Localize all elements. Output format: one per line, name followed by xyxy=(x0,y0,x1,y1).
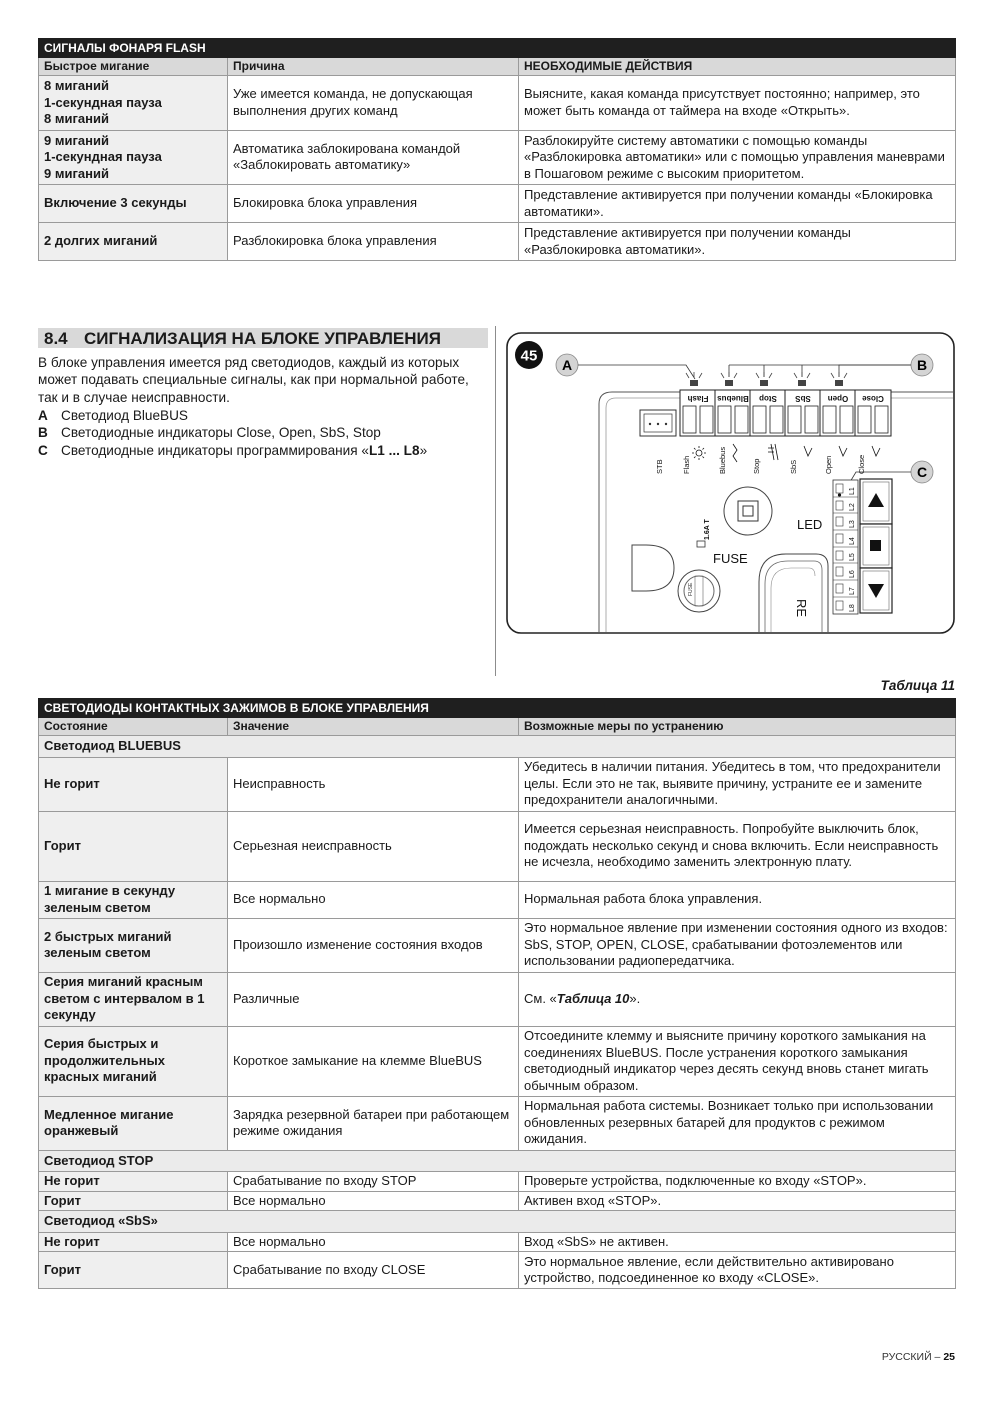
section-heading xyxy=(38,328,488,348)
callout-a xyxy=(556,354,578,376)
page-footer xyxy=(882,1351,955,1363)
control-unit-leds-table xyxy=(38,698,956,1289)
meaning-cell: Произошло изменение состояния входов xyxy=(228,918,519,972)
svg-text:Flash: Flash xyxy=(682,455,691,474)
svg-text:45: 45 xyxy=(520,347,538,365)
table-row xyxy=(39,757,956,811)
meaning-cell: Все нормально xyxy=(228,1191,519,1211)
meaning-cell: Зарядка резервной батареи при работающем режиме ожидания xyxy=(228,1096,519,1150)
terminal-label: Bluebus xyxy=(717,394,749,403)
column-divider xyxy=(495,326,496,676)
action-cell: Представление активируется при получении команды «Разблокировка автоматики». xyxy=(519,223,956,261)
led-l-label: L5 xyxy=(849,553,856,561)
meaning-cell: Срабатывание по входу STOP xyxy=(228,1172,519,1192)
led-l-label: L2 xyxy=(849,503,856,511)
column-header: Значение xyxy=(228,718,519,736)
terminal-label: SbS xyxy=(795,394,811,403)
state-cell: Не горит xyxy=(39,1232,228,1252)
action-cell: Проверьте устройства, подключенные ко входу «STOP». xyxy=(519,1172,956,1192)
led-l-label: L6 xyxy=(849,570,856,578)
footer-language: РУССКИЙ – xyxy=(881,1351,944,1363)
list-text: Светодиод BlueBUS xyxy=(61,408,188,423)
state-cell: Горит xyxy=(39,1191,228,1211)
page-number: 25 xyxy=(943,1351,955,1363)
table-header-row xyxy=(39,718,956,736)
callout-c xyxy=(911,461,933,483)
section-title: СИГНАЛИЗАЦИЯ НА БЛОКЕ УПРАВЛЕНИЯ xyxy=(84,329,441,348)
section-label: Светодиод BLUEBUS xyxy=(39,736,956,758)
list-text-part: Светодиодные индикаторы программирования « xyxy=(61,442,369,458)
section-intro: В блоке управления имеется ряд светодиодов, каждый из которых может подавать специальные сигналы, как при нормальной работе, так и в случае неисправности. xyxy=(38,355,469,405)
led-l-label: L7 xyxy=(849,587,856,595)
column-header: Причина xyxy=(228,58,519,76)
svg-text:Close: Close xyxy=(857,454,866,474)
list-letter: B xyxy=(38,425,48,441)
table-row xyxy=(39,223,956,261)
table-row xyxy=(39,811,956,881)
svg-text:A: A xyxy=(561,357,573,373)
legend-list xyxy=(38,407,427,459)
list-text-part: » xyxy=(419,442,428,458)
terminal-label: Flash xyxy=(687,394,709,403)
cause-cell: Уже имеется команда, не допускающая выполнения других команд xyxy=(228,76,519,131)
svg-text:SbS: SbS xyxy=(789,459,798,474)
state-cell: Горит xyxy=(39,1252,228,1289)
section-number: 8.4 xyxy=(44,329,68,348)
table-header-row xyxy=(39,58,956,76)
action-cell: Это нормальное явление при изменении состояния одного из входов: SbS, STOP, OPEN, CLOSE, срабатывании фотоэлементов или использовании радиопередатчика. xyxy=(519,918,956,972)
section-label: Светодиод «SbS» xyxy=(39,1211,956,1233)
terminal-label: Close xyxy=(862,394,884,403)
table-title: СВЕТОДИОДЫ КОНТАКТНЫХ ЗАЖИМОВ В БЛОКЕ УПРАВЛЕНИЯ xyxy=(39,699,956,718)
fuse-cap-label: FUSE xyxy=(688,582,694,596)
list-text xyxy=(61,442,427,459)
column-header: НЕОБХОДИМЫЕ ДЕЙСТВИЯ xyxy=(519,58,956,76)
table-row xyxy=(39,185,956,223)
meaning-cell: Различные xyxy=(228,972,519,1026)
column-header: Состояние xyxy=(39,718,228,736)
fuse-value: 1.6A T xyxy=(704,519,711,540)
svg-text:Bluebus: Bluebus xyxy=(718,446,727,474)
signal-cell: 9 миганий 1-секундная пауза 9 миганий xyxy=(39,130,228,185)
meaning-cell: Все нормально xyxy=(228,881,519,918)
table-reference: Таблица 10 xyxy=(556,990,630,1006)
table-title: СИГНАЛЫ ФОНАРЯ FLASH xyxy=(39,39,956,58)
led-l-label: L3 xyxy=(849,520,856,528)
list-letter: A xyxy=(38,408,48,423)
flash-signals-table xyxy=(38,38,956,261)
table-row xyxy=(39,1026,956,1096)
callout-b xyxy=(911,354,933,376)
table-row xyxy=(39,130,956,185)
table-section-row xyxy=(39,1150,956,1172)
list-item xyxy=(38,424,427,441)
state-cell: Серия миганий красным светом с интервалом в 1 секунду xyxy=(39,972,228,1026)
svg-text:Open: Open xyxy=(824,455,833,474)
table-row xyxy=(39,881,956,918)
meaning-cell: Серьезная неисправность xyxy=(228,811,519,881)
action-cell: Нормальная работа блока управления. xyxy=(519,881,956,918)
table-row xyxy=(39,918,956,972)
state-cell: 1 мигание в секунду зеленым светом xyxy=(39,881,228,918)
action-text-part: ». xyxy=(629,990,641,1006)
signal-cell: 2 долгих миганий xyxy=(39,223,228,261)
action-cell: Разблокируйте систему автоматики с помощью команды «Разблокировка автоматики» или с помощью управления маневрами в Пошаговом режиме с высоким приоритетом. xyxy=(519,130,956,185)
led-l-label: L1 xyxy=(849,487,856,495)
action-cell xyxy=(519,972,956,1026)
meaning-cell: Короткое замыкание на клемме BlueBUS xyxy=(228,1026,519,1096)
column-header: Быстрое мигание xyxy=(39,58,228,76)
list-text-bold: L1 ... L8 xyxy=(368,442,420,458)
action-cell: Выясните, какая команда присутствует постоянно; например, это может быть команда от таймера на входе «Открыть». xyxy=(519,76,956,131)
state-cell: 2 быстрых миганий зеленым светом xyxy=(39,918,228,972)
terminal-label: Open xyxy=(827,394,849,403)
action-cell: Нормальная работа системы. Возникает только при использовании обновленных резервных батарей для продуктов с режимом ожидания. xyxy=(519,1096,956,1150)
action-cell: Вход «SbS» не активен. xyxy=(519,1232,956,1252)
state-cell: Не горит xyxy=(39,757,228,811)
svg-text:STB: STB xyxy=(655,459,664,474)
svg-text:B: B xyxy=(916,357,928,373)
cause-cell: Автоматика заблокирована командой «Заблокировать автоматику» xyxy=(228,130,519,185)
action-cell: Отсоедините клемму и выясните причину короткого замыкания на соединениях BlueBUS. После устранения короткого замыкания светодиодный индикатор через десять секунд вновь станет мигать обычным образом. xyxy=(519,1026,956,1096)
svg-text:Stop: Stop xyxy=(752,458,761,474)
action-cell: Активен вход «STOP». xyxy=(519,1191,956,1211)
cause-cell: Разблокировка блока управления xyxy=(228,223,519,261)
column-header: Возможные меры по устранению xyxy=(519,718,956,736)
signal-cell: 8 миганий 1-секундная пауза 8 миганий xyxy=(39,76,228,131)
action-text-part: См. « xyxy=(524,990,557,1006)
table-row xyxy=(39,76,956,131)
list-item xyxy=(38,442,427,459)
led-l-label: L8 xyxy=(849,604,856,612)
signal-cell: Включение 3 секунды xyxy=(39,185,228,223)
table-row xyxy=(39,1191,956,1211)
programming-buttons xyxy=(860,479,892,613)
control-unit-diagram xyxy=(506,332,955,634)
table-section-row xyxy=(39,736,956,758)
state-cell: Серия быстрых и продолжительных красных миганий xyxy=(39,1026,228,1096)
table-title-row xyxy=(39,39,956,58)
programming-led-strip xyxy=(833,480,858,614)
terminal-blocks xyxy=(680,390,891,436)
action-cell: Убедитесь в наличии питания. Убедитесь в том, что предохранители целы. Если это не так, выявите причину, устраните ее и замените предохранители аналогичными. xyxy=(519,757,956,811)
terminal-label: Stop xyxy=(759,394,777,403)
table-row xyxy=(39,1096,956,1150)
led-l-label: L4 xyxy=(849,537,856,545)
table-title-row xyxy=(39,699,956,718)
action-cell: Представление активируется при получении команды «Блокировка автоматики». xyxy=(519,185,956,223)
re-label: RE xyxy=(794,599,809,618)
table-row xyxy=(39,1172,956,1192)
table-row xyxy=(39,1252,956,1289)
state-cell: Медленное мигание оранжевый xyxy=(39,1096,228,1150)
list-letter: C xyxy=(38,442,48,458)
table-row xyxy=(39,972,956,1026)
action-cell: Имеется серьезная неисправность. Попробуйте выключить блок, подождать несколько секунд и снова включить. Если неисправность не исчезла, необходимо заменить электронную плату. xyxy=(519,811,956,881)
figure-number-badge xyxy=(515,341,543,369)
led-label: LED xyxy=(797,517,823,532)
list-item xyxy=(38,407,427,424)
meaning-cell: Неисправность xyxy=(228,757,519,811)
state-cell: Горит xyxy=(39,811,228,881)
state-cell: Не горит xyxy=(39,1172,228,1192)
table-caption: Таблица 11 xyxy=(880,678,955,693)
fuse-label: FUSE xyxy=(713,551,748,566)
section-label: Светодиод STOP xyxy=(39,1150,956,1172)
table-row xyxy=(39,1232,956,1252)
list-text: Светодиодные индикаторы Close, Open, SbS, Stop xyxy=(61,425,381,441)
action-cell: Это нормальное явление, если действительно активировано устройство, подсоединенное ко входу «CLOSE». xyxy=(519,1252,956,1289)
cause-cell: Блокировка блока управления xyxy=(228,185,519,223)
stop-square-icon xyxy=(870,540,881,551)
meaning-cell: Срабатывание по входу CLOSE xyxy=(228,1252,519,1289)
meaning-cell: Все нормально xyxy=(228,1232,519,1252)
svg-text:C: C xyxy=(916,464,928,480)
table-section-row xyxy=(39,1211,956,1233)
